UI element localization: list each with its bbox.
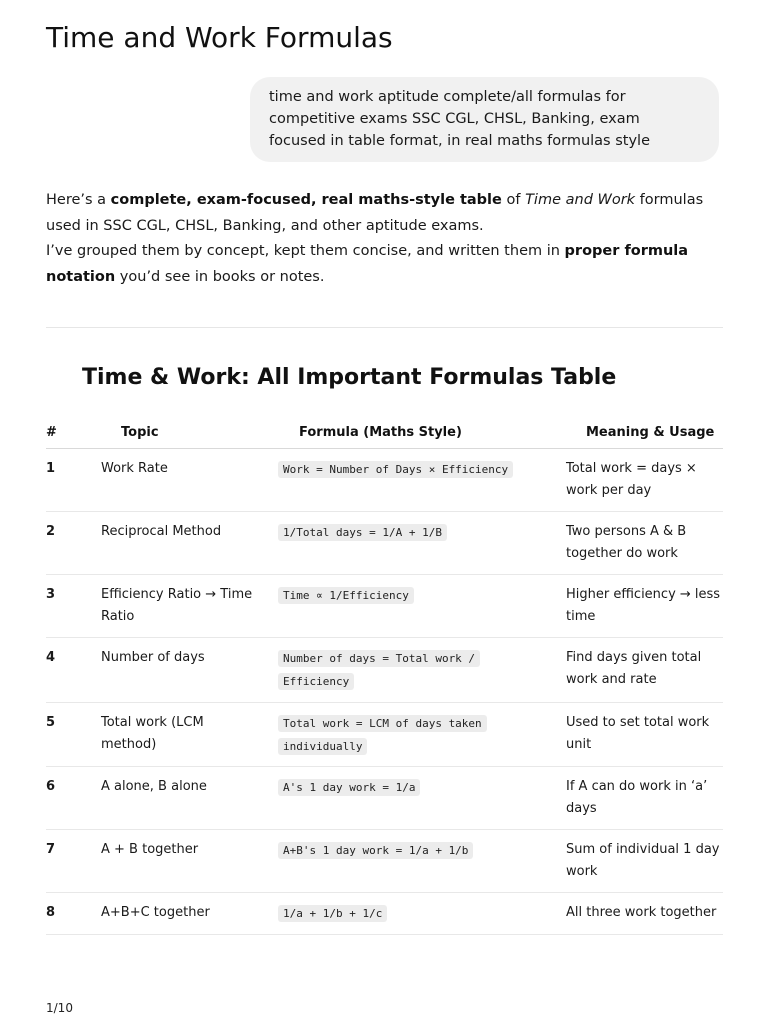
row-number: 7 <box>46 842 56 857</box>
row-topic: A + B together <box>101 842 199 857</box>
row-formula <box>278 521 538 544</box>
row-formula <box>278 458 538 481</box>
intro-text-segment: formulas used in SSC CGL, CHSL, Banking, and other aptitude exams. <box>46 192 704 234</box>
formula-code: 1/Total days = 1/A + 1/B <box>278 524 447 541</box>
intro-text-segment: Here’s a <box>46 192 111 208</box>
row-number: 8 <box>46 905 56 920</box>
formula-code: A's 1 day work = 1/a <box>278 779 420 796</box>
row-meaning: If A can do work in ‘a’ days <box>566 779 708 816</box>
intro-paragraph-1 <box>46 188 726 239</box>
row-formula <box>278 584 538 607</box>
header-topic: Topic <box>121 425 159 440</box>
row-formula <box>278 712 518 758</box>
table-row <box>46 893 723 935</box>
row-topic: Reciprocal Method <box>101 524 222 539</box>
formula-code: A+B's 1 day work = 1/a + 1/b <box>278 842 473 859</box>
header-meaning: Meaning & Usage <box>586 425 715 440</box>
row-formula <box>278 776 538 799</box>
intro-text-segment: you’d see in books or notes. <box>115 268 325 285</box>
table-row <box>46 703 723 767</box>
intro-bold-segment: proper formula notation <box>46 243 689 285</box>
row-topic: A alone, B alone <box>101 779 207 794</box>
intro-bold-segment: complete, exam-focused, real maths-style table <box>110 192 502 208</box>
row-meaning: All three work together <box>566 905 717 920</box>
table-row <box>46 638 723 703</box>
row-number: 5 <box>46 715 56 730</box>
row-formula <box>278 647 508 693</box>
page-title: Time and Work Formulas <box>46 21 393 54</box>
intro-paragraph-2 <box>46 239 726 290</box>
row-number: 6 <box>46 779 56 794</box>
row-formula <box>278 902 538 925</box>
table-row <box>46 830 723 893</box>
formula-code: 1/a + 1/b + 1/c <box>278 905 387 922</box>
row-number: 2 <box>46 524 56 539</box>
row-formula <box>278 839 538 862</box>
header-formula: Formula (Maths Style) <box>299 425 462 440</box>
row-meaning: Used to set total work unit <box>566 715 710 752</box>
row-meaning: Sum of individual 1 day work <box>566 842 720 879</box>
table-row <box>46 512 723 575</box>
section-divider <box>46 327 723 328</box>
table-row <box>46 449 723 512</box>
page-number: 1/10 <box>46 1001 73 1015</box>
formula-code: Total work = LCM of days taken individually <box>278 715 487 755</box>
intro-text-segment: I’ve grouped them by concept, kept them concise, and written them in <box>46 243 565 259</box>
row-meaning: Higher efficiency → less time <box>566 587 721 624</box>
user-message-bubble: time and work aptitude complete/all formulas for competitive exams SSC CGL, CHSL, Banking, exam focused in table format, in real maths formulas style <box>250 77 719 162</box>
formula-code: Work = Number of Days × Efficiency <box>278 461 513 478</box>
table-row <box>46 575 723 638</box>
row-topic: Work Rate <box>101 461 168 476</box>
row-topic: Efficiency Ratio → Time Ratio <box>101 587 253 624</box>
intro-text-segment: of <box>501 192 526 208</box>
intro-text <box>46 188 726 290</box>
row-meaning: Two persons A & B together do work <box>566 524 687 561</box>
row-topic: Number of days <box>101 650 205 665</box>
formula-code: Time ∝ 1/Efficiency <box>278 587 414 604</box>
formula-code: Number of days = Total work / Efficiency <box>278 650 480 690</box>
row-number: 1 <box>46 461 56 476</box>
row-meaning: Total work = days × work per day <box>566 461 697 498</box>
row-topic: A+B+C together <box>101 905 210 920</box>
table-header-row <box>46 418 723 449</box>
row-number: 3 <box>46 587 56 602</box>
section-heading: Time & Work: All Important Formulas Table <box>82 365 617 390</box>
row-meaning: Find days given total work and rate <box>566 650 702 687</box>
row-topic: Total work (LCM method) <box>101 715 204 752</box>
header-number: # <box>46 425 57 440</box>
table-row <box>46 767 723 830</box>
intro-italic-segment: Time and Work <box>525 192 636 208</box>
row-number: 4 <box>46 650 56 665</box>
